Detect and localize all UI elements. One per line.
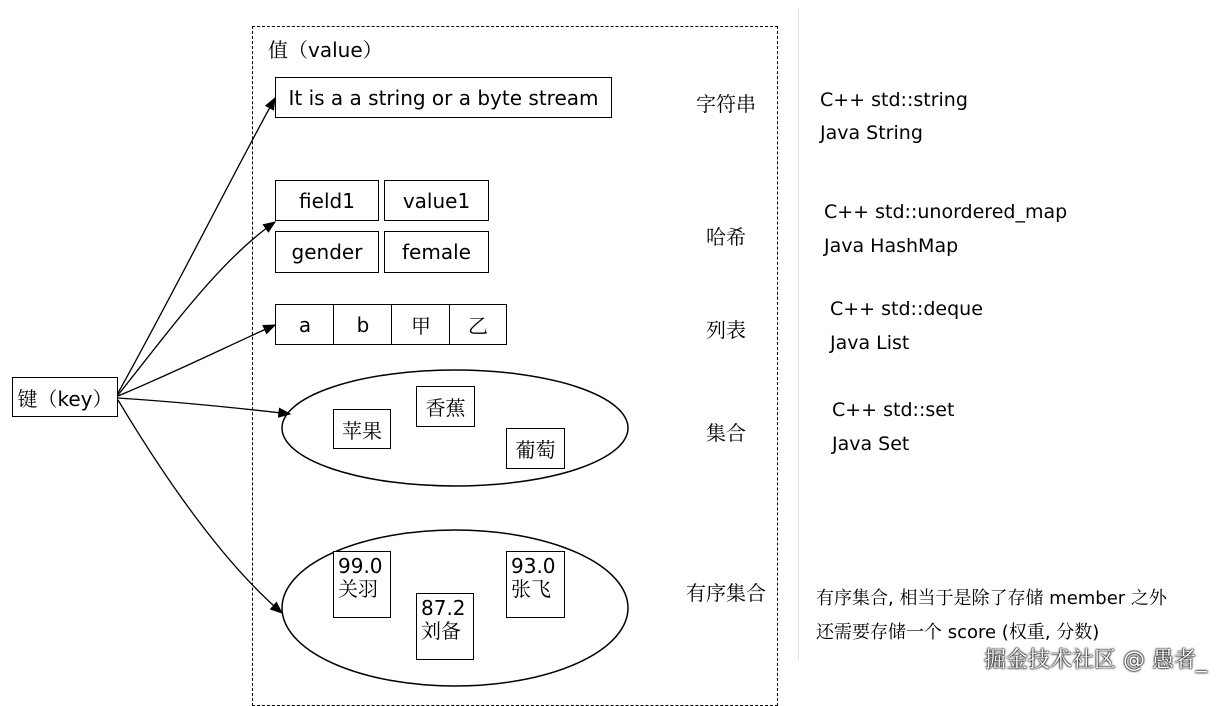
zset-note-line2: 还需要存储一个 score (权重, 分数) [816,622,1100,643]
java-equivalent: Java Set [832,433,910,455]
zset-member-name: 张飞 [511,577,551,601]
arrow-to-zset [118,400,282,613]
type-label-list: 列表 [706,318,746,342]
value-title: 值（value） [268,38,383,62]
list-cell-text: b [356,312,370,337]
cpp-equivalent: C++ std::deque [830,298,983,320]
hash-cell-text: value1 [402,188,471,213]
set-member [416,386,475,427]
java-equivalent: Java String [820,122,923,144]
zset-score: 99.0 [338,554,383,578]
type-label-string: 字符串 [696,92,756,116]
arrow-to-string [118,98,275,393]
arrow-to-hash [118,222,275,395]
set-member-text: 葡萄 [515,438,556,462]
arrow-to-list [118,325,275,396]
type-label-hash: 哈希 [706,225,746,249]
zset-member [416,593,474,660]
list-cell-text: a [298,312,312,337]
cpp-equivalent: C++ std::string [820,89,968,111]
set-member [333,409,391,449]
hash-cell-text: field1 [299,188,355,213]
set-member [506,428,565,469]
type-label-zset: 有序集合 [686,581,766,605]
list-cell-text: 甲 [411,314,431,338]
zset-note-line1: 有序集合, 相当于是除了存储 member 之外 [816,588,1167,609]
zset-member [333,551,391,618]
type-label-set: 集合 [706,421,746,445]
watermark: 掘金技术社区 @ 愚者_ [984,648,1207,673]
java-equivalent: Java HashMap [824,235,959,257]
set-member-text: 苹果 [342,418,382,443]
key-label: 键（key） [17,386,113,411]
list-cell-text: 乙 [468,314,488,338]
string-value: It is a a string or a byte stream [288,85,599,110]
zset-score: 87.2 [421,596,466,620]
cpp-equivalent: C++ std::unordered_map [824,201,1068,223]
arrow-to-set [118,398,290,414]
java-equivalent: Java List [830,332,910,354]
set-member-text: 香蕉 [425,396,466,420]
zset-member-name: 关羽 [338,577,378,601]
zset-member-name: 刘备 [421,619,461,643]
zset-member [506,551,565,618]
hash-cell-text: gender [291,240,363,264]
cpp-equivalent: C++ std::set [832,399,955,421]
hash-cell-text: female [402,240,471,264]
zset-score: 93.0 [511,554,556,578]
